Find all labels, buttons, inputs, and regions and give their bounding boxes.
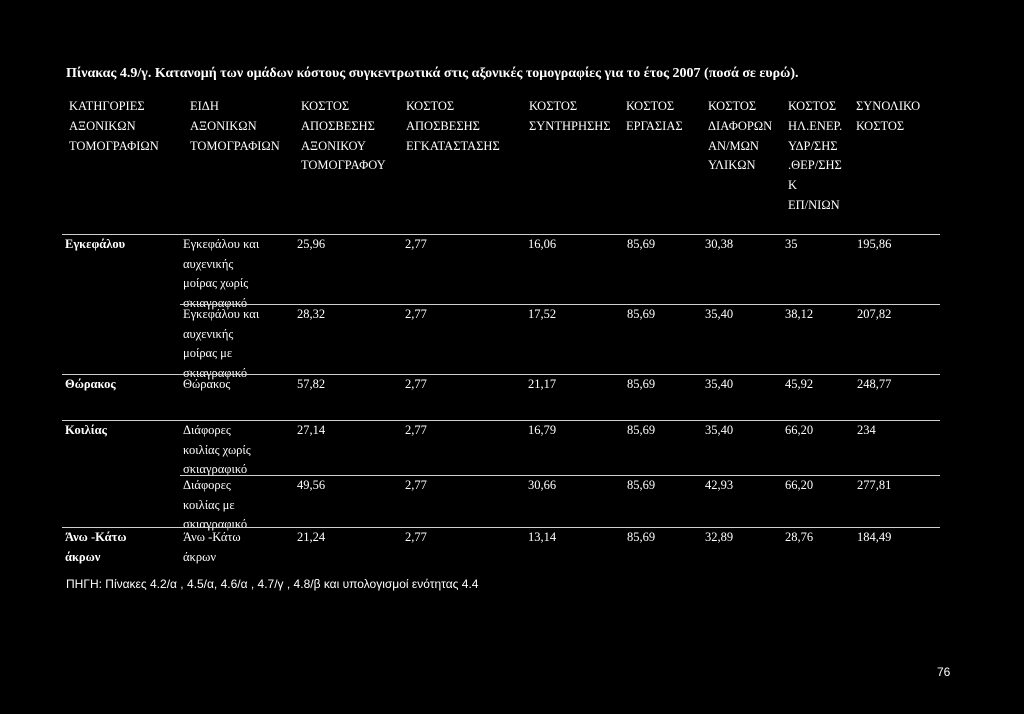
row-total: 184,49 (857, 530, 892, 544)
table-row (62, 375, 940, 421)
row-value: 57,82 (297, 377, 326, 391)
row-type: Διάφορες κοιλίας με σκιαγραφικό (183, 478, 248, 531)
table-caption: Πίνακας 4.9/γ. Κατανομή των ομάδων κόστους συγκεντρωτικά στις αξονικές τομογραφίες για το έτος 2007 (ποσά σε ευρώ). (66, 66, 799, 81)
row-category: Εγκεφάλου (65, 237, 126, 251)
row-value: 85,69 (627, 530, 656, 544)
row-value: 2,77 (405, 377, 427, 391)
header-type: ΕΙΔΗ ΑΞΟΝΙΚΩΝ ΤΟΜΟΓΡΑΦΙΩΝ (190, 99, 280, 153)
row-value: 17,52 (528, 307, 557, 321)
row-category: Θώρακος (65, 377, 116, 391)
row-value: 85,69 (627, 237, 656, 251)
row-value: 21,17 (528, 377, 557, 391)
row-value: 27,14 (297, 423, 326, 437)
row-category: Άνω -Κάτω άκρων (65, 530, 127, 564)
header-consumables: ΚΟΣΤΟΣ ΔΙΑΦΟΡΩΝ ΑΝ/ΜΩΝ ΥΛΙΚΩΝ (708, 99, 773, 173)
row-value: 35,40 (705, 423, 734, 437)
row-value: 16,79 (528, 423, 557, 437)
row-value: 85,69 (627, 423, 656, 437)
row-value: 85,69 (627, 377, 656, 391)
row-value: 25,96 (297, 237, 326, 251)
row-value: 85,69 (627, 478, 656, 492)
header-utilities: ΚΟΣΤΟΣ ΗΛ.ΕΝΕΡ. ΥΔΡ/ΣΗΣ .ΘΕΡ/ΣΗΣ Κ ΕΠ/ΝΙΩΝ (788, 99, 843, 212)
row-total: 277,81 (857, 478, 892, 492)
row-total: 234 (857, 423, 876, 437)
row-value: 30,66 (528, 478, 557, 492)
row-value: 28,76 (785, 530, 814, 544)
source-note: ΠΗΓΗ: Πίνακες 4.2/α , 4.5/α, 4.6/α , 4.7/γ , 4.8/β και υπολογισμοί ενότητας 4.4 (66, 577, 479, 591)
header-maintenance: ΚΟΣΤΟΣ ΣΥΝΤΗΡΗΣΗΣ (529, 99, 611, 133)
row-type: Εγκεφάλου και αυχενικής μοίρας χωρίς σκιαγραφικό (183, 237, 260, 310)
header-category: ΚΑΤΗΓΟΡΙΕΣ ΑΞΟΝΙΚΩΝ ΤΟΜΟΓΡΑΦΙΩΝ (69, 99, 159, 153)
row-type: Θώρακος (183, 377, 231, 391)
header-labor: ΚΟΣΤΟΣ ΕΡΓΑΣΙΑΣ (626, 99, 683, 133)
row-value: 38,12 (785, 307, 814, 321)
row-value: 2,77 (405, 530, 427, 544)
row-type: Εγκεφάλου και αυχενικής μοίρας με σκιαγραφικό (183, 307, 260, 380)
row-value: 42,93 (705, 478, 734, 492)
page-number: 76 (937, 665, 951, 679)
row-value: 66,20 (785, 423, 814, 437)
header-total: ΣΥΝΟΛΙΚΟ ΚΟΣΤΟΣ (856, 99, 921, 133)
row-value: 2,77 (405, 237, 427, 251)
row-category (62, 305, 180, 375)
table-row (62, 421, 940, 476)
header-install-depreciation: ΚΟΣΤΟΣ ΑΠΟΣΒΕΣΗΣ ΕΓΚΑΤΑΣΤΑΣΗΣ (406, 99, 500, 153)
row-value: 45,92 (785, 377, 814, 391)
row-value: 35,40 (705, 307, 734, 321)
row-value: 35 (785, 237, 798, 251)
row-value: 85,69 (627, 307, 656, 321)
row-value: 2,77 (405, 478, 427, 492)
row-category: Κοιλίας (65, 423, 107, 437)
row-value: 21,24 (297, 530, 326, 544)
table-row (62, 528, 940, 572)
table-header-row (62, 97, 940, 235)
row-value: 2,77 (405, 307, 427, 321)
row-total: 248,77 (857, 377, 892, 391)
row-value: 16,06 (528, 237, 557, 251)
row-value: 13,14 (528, 530, 557, 544)
row-value: 32,89 (705, 530, 734, 544)
row-type: Διάφορες κοιλίας χωρίς σκιαγραφικό (183, 423, 251, 476)
row-total: 207,82 (857, 307, 892, 321)
row-type: Άνω -Κάτω άκρων (183, 530, 241, 564)
row-value: 2,77 (405, 423, 427, 437)
header-ct-depreciation: ΚΟΣΤΟΣ ΑΠΟΣΒΕΣΗΣ ΑΞΟΝΙΚΟΥ ΤΟΜΟΓΡΑΦΟΥ (301, 99, 386, 173)
row-total: 195,86 (857, 237, 892, 251)
row-value: 28,32 (297, 307, 326, 321)
table-row (62, 305, 940, 380)
row-value: 35,40 (705, 377, 734, 391)
table-row (62, 476, 940, 531)
row-value: 30,38 (705, 237, 734, 251)
cost-table (62, 97, 940, 572)
row-value: 66,20 (785, 478, 814, 492)
table-row (62, 235, 940, 310)
row-value: 49,56 (297, 478, 326, 492)
row-category (62, 476, 180, 528)
